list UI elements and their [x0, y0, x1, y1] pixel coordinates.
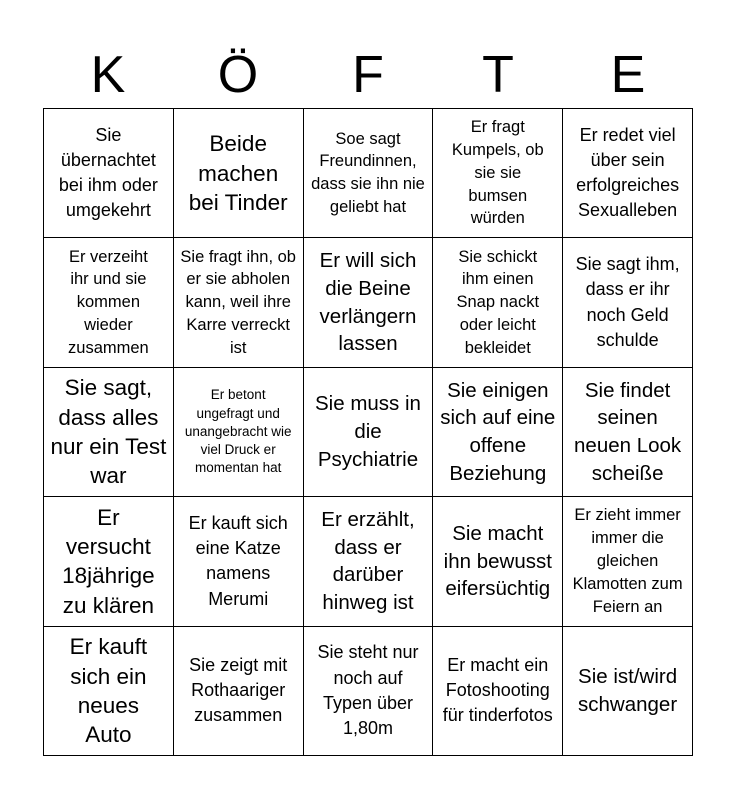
bingo-cell[interactable] [304, 368, 434, 497]
bingo-header [43, 42, 693, 108]
bingo-cell[interactable] [304, 109, 434, 238]
bingo-cell[interactable] [44, 627, 174, 756]
bingo-cell[interactable] [563, 238, 693, 367]
cell-text: Er versucht 18jährige zu klären [62, 504, 155, 618]
cell-text: Sie fragt ihn, ob er sie abholen kann, weil ihre Karre verreckt ist [180, 247, 296, 357]
bingo-cell[interactable] [44, 497, 174, 626]
header-letter-oe: Ö [217, 46, 259, 104]
bingo-cell[interactable] [304, 627, 434, 756]
bingo-cell[interactable] [174, 238, 304, 367]
bingo-cell[interactable] [433, 627, 563, 756]
cell-text: Er macht ein Fotoshooting für tinderfotos [442, 655, 553, 726]
bingo-cell[interactable] [174, 109, 304, 238]
cell-text: Sie ist/wird schwanger [578, 665, 678, 716]
bingo-cell[interactable] [563, 368, 693, 497]
cell-text: Soe sagt Freundinnen, dass sie ihn nie geliebt hat [311, 129, 425, 216]
bingo-cell[interactable] [174, 497, 304, 626]
header-letter-k: K [90, 46, 126, 104]
cell-text: Beide machen bei Tinder [188, 131, 288, 215]
cell-text: Sie findet seinen neuen Look scheiße [574, 378, 682, 485]
cell-text: Sie schickt ihm einen Snap nackt oder leicht bekleidet [456, 247, 540, 357]
cell-text: Er redet viel über sein erfolgreiches Sexualleben [576, 124, 680, 221]
bingo-cell[interactable] [44, 368, 174, 497]
cell-text: Er zieht immer immer die gleichen Klamotten zum Feiern an [572, 506, 683, 616]
bingo-cell[interactable] [433, 109, 563, 238]
cell-text: Sie übernachtet bei ihm oder umgekehrt [58, 124, 158, 221]
bingo-cell[interactable] [304, 497, 434, 626]
bingo-cell[interactable] [563, 627, 693, 756]
bingo-cell[interactable] [44, 238, 174, 367]
cell-text: Sie einigen sich auf eine offene Beziehung [440, 378, 556, 485]
cell-text: Sie sagt, dass alles nur ein Test war [50, 375, 167, 489]
cell-text: Sie sagt ihm, dass er ihr noch Geld schulde [575, 254, 680, 350]
bingo-cell[interactable] [174, 368, 304, 497]
cell-text: Er fragt Kumpels, ob sie sie bumsen würden [451, 118, 544, 228]
cell-text: Sie zeigt mit Rothaariger zusammen [189, 655, 288, 726]
bingo-cell[interactable] [304, 238, 434, 367]
bingo-cell[interactable] [433, 238, 563, 367]
cell-text: Sie muss in die Psychiatrie [315, 392, 421, 471]
cell-text: Er erzählt, dass er darüber hinweg ist [321, 508, 415, 615]
bingo-cell[interactable] [433, 368, 563, 497]
header-letter-e: E [610, 46, 646, 104]
bingo-grid [43, 108, 693, 756]
cell-text: Sie macht ihn bewusst eifersüchtig [443, 521, 552, 601]
bingo-cell[interactable] [563, 497, 693, 626]
bingo-cell[interactable] [433, 497, 563, 626]
header-letter-f: F [352, 46, 384, 104]
bingo-cell[interactable] [44, 109, 174, 238]
header-letter-t: T [482, 46, 514, 104]
cell-text: Er verzeiht ihr und sie kommen wieder zusammen [68, 247, 149, 357]
cell-text: Er will sich die Beine verlängern lassen [319, 249, 417, 356]
bingo-cell[interactable] [563, 109, 693, 238]
cell-text: Sie steht nur noch auf Typen über 1,80m [317, 642, 419, 738]
cell-text: Er betont ungefragt und unangebracht wie viel Druck er momentan hat [184, 387, 292, 476]
cell-text: Er kauft sich eine Katze namens Merumi [188, 513, 288, 609]
cell-text: Er kauft sich ein neues Auto [69, 634, 148, 748]
bingo-cell[interactable] [174, 627, 304, 756]
